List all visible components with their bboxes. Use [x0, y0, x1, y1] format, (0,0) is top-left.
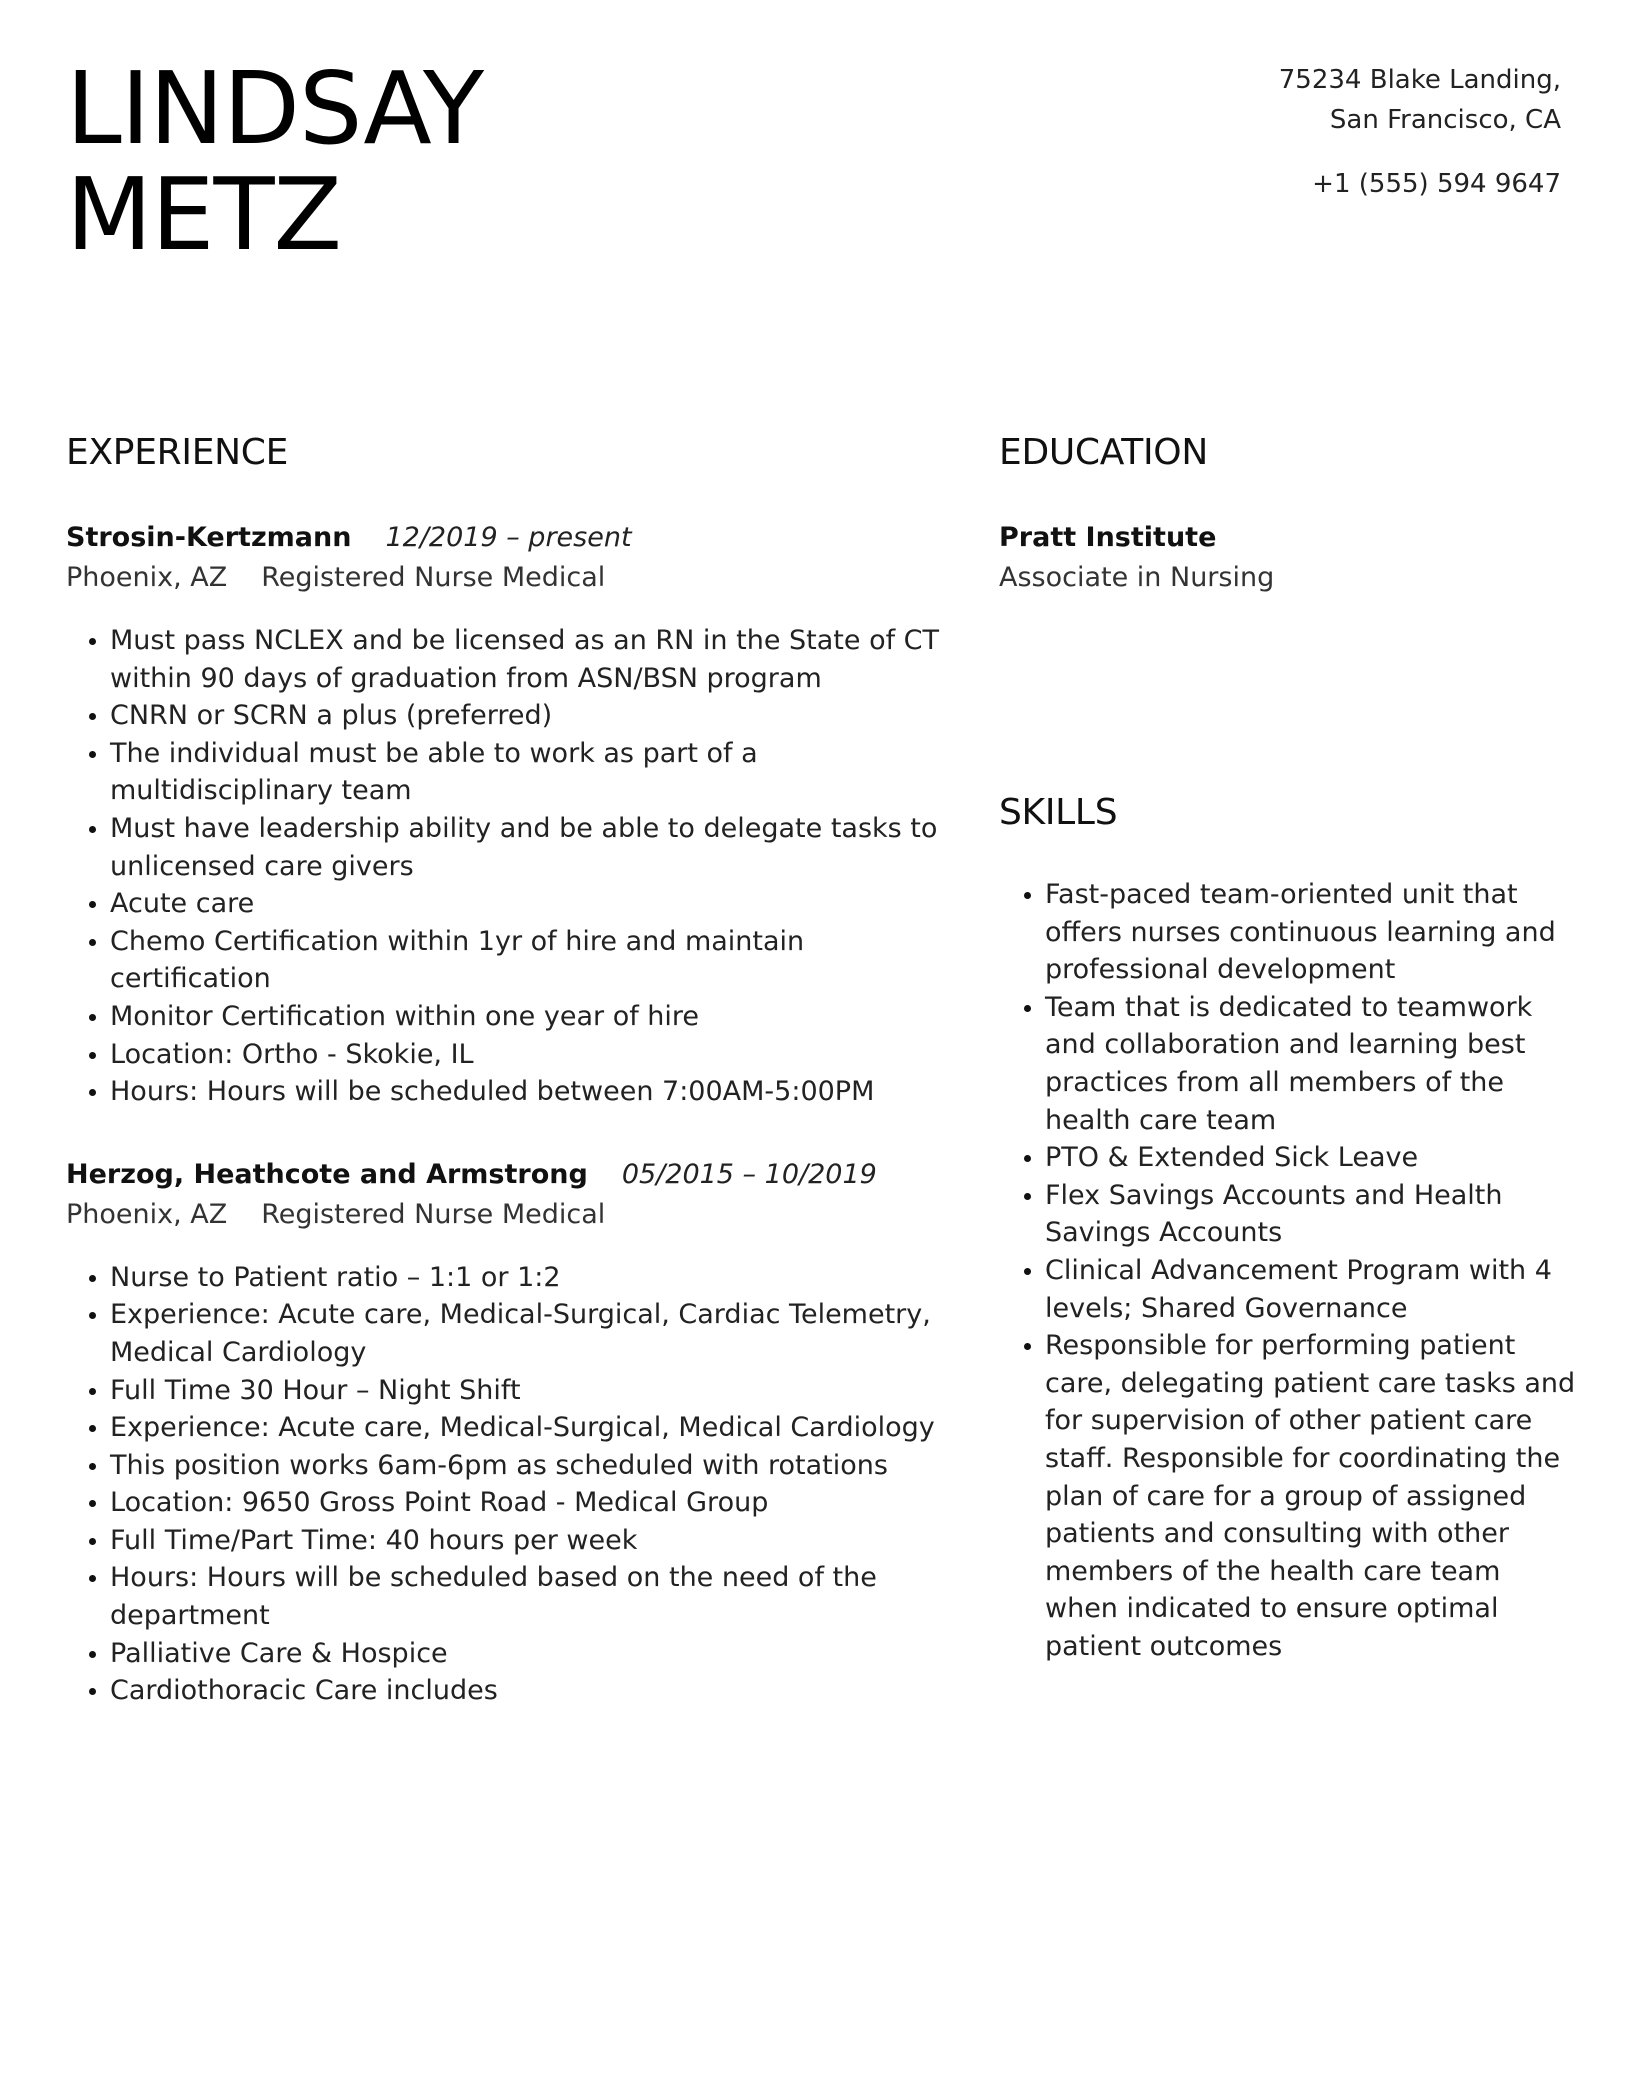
job-entry [66, 518, 966, 1111]
list-item: Full Time 30 Hour – Night Shift [110, 1372, 966, 1410]
contact-block [961, 60, 1561, 204]
job-location: Phoenix, AZ [66, 562, 228, 593]
list-item: Chemo Certification within 1yr of hire and maintain certification [110, 923, 966, 998]
list-item: Hours: Hours will be scheduled based on the need of the department [110, 1559, 966, 1634]
list-item: Hours: Hours will be scheduled between 7:00AM-5:00PM [110, 1073, 966, 1111]
degree-name: Associate in Nursing [999, 562, 1275, 593]
education-heading: EDUCATION [999, 432, 1208, 473]
list-item: Location: Ortho - Skokie, IL [110, 1036, 966, 1074]
list-item: This position works 6am-6pm as scheduled with rotations [110, 1447, 966, 1485]
name-last: METZ [66, 156, 342, 273]
list-item: Nurse to Patient ratio – 1:1 or 1:2 [110, 1259, 966, 1297]
job-header [66, 518, 966, 558]
list-item: Palliative Care & Hospice [110, 1635, 966, 1673]
list-item: Flex Savings Accounts and Health Savings Accounts [1045, 1177, 1579, 1252]
list-item: Experience: Acute care, Medical-Surgical, Cardiac Telemetry, Medical Cardiology [110, 1296, 966, 1371]
job-duties-list [66, 1259, 966, 1710]
list-item: Location: 9650 Gross Point Road - Medical Group [110, 1484, 966, 1522]
list-item: Acute care [110, 885, 966, 923]
job-location: Phoenix, AZ [66, 1198, 228, 1230]
list-item: Must pass NCLEX and be licensed as an RN in the State of CT within 90 days of graduation from ASN/BSN program [110, 622, 966, 697]
job-subheader [66, 558, 966, 598]
list-item: Full Time/Part Time: 40 hours per week [110, 1522, 966, 1560]
address-line-2: San Francisco, CA [1329, 105, 1561, 135]
job-title: Registered Nurse Medical [261, 1198, 606, 1230]
name-first: LINDSAY [66, 50, 484, 167]
job-dates: 12/2019 – present [385, 522, 632, 553]
list-item: Cardiothoracic Care includes [110, 1672, 966, 1710]
list-item: Must have leadership ability and be able to delegate tasks to unlicensed care givers [110, 810, 966, 885]
list-item: PTO & Extended Sick Leave [1045, 1139, 1579, 1177]
job-title: Registered Nurse Medical [261, 562, 606, 593]
list-item: Experience: Acute care, Medical-Surgical, Medical Cardiology [110, 1409, 966, 1447]
job-entry [66, 1155, 966, 1710]
list-item: Monitor Certification within one year of hire [110, 998, 966, 1036]
phone-number: +1 (555) 594 9647 [1312, 169, 1561, 199]
list-item: Responsible for performing patient care, delegating patient care tasks and for supervision of other patient care staff. Responsible for coordinating the plan of care for a group of assigned patients and consulting with other members of the health care team when indicated to ensure optimal patient outcomes [1045, 1327, 1579, 1665]
job-dates: 05/2015 – 10/2019 [621, 1158, 877, 1190]
list-item: Fast-paced team-oriented unit that offers nurses continuous learning and professional development [1045, 876, 1579, 989]
job-header [66, 1155, 966, 1195]
candidate-name [66, 50, 484, 273]
sidebar-column [999, 428, 1579, 1665]
list-item: Clinical Advancement Program with 4 levels; Shared Governance [1045, 1252, 1579, 1327]
job-subheader [66, 1195, 966, 1235]
job-duties-list [66, 622, 966, 1111]
skills-heading: SKILLS [999, 792, 1118, 833]
experience-column [66, 428, 966, 1710]
experience-heading: EXPERIENCE [66, 432, 289, 473]
list-item: Team that is dedicated to teamwork and collaboration and learning best practices from all members of the health care team [1045, 989, 1579, 1139]
school-name: Pratt Institute [999, 522, 1217, 553]
skills-section [999, 788, 1579, 1665]
list-item: CNRN or SCRN a plus (preferred) [110, 697, 966, 735]
skills-list [999, 876, 1579, 1665]
list-item: The individual must be able to work as part of a multidisciplinary team [110, 735, 966, 810]
address-line-1: 75234 Blake Landing, [1278, 65, 1561, 95]
employer-name: Strosin-Kertzmann [66, 522, 352, 553]
employer-name: Herzog, Heathcote and Armstrong [66, 1158, 588, 1190]
